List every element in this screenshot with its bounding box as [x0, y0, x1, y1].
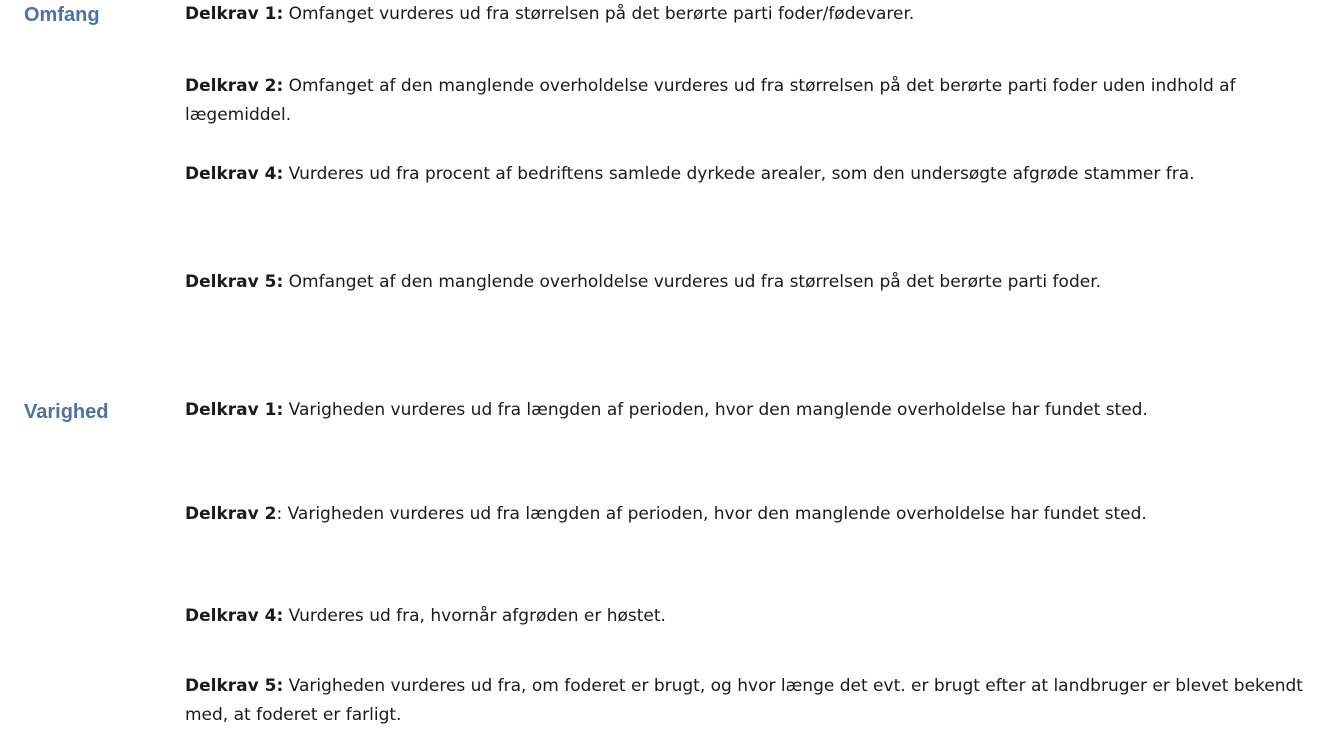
- delkrav-text: : Varigheden vurderes ud fra længden af perioden, hvor den manglende overholdelse har fundet sted.: [276, 504, 1147, 524]
- omfang-delkrav-4: [185, 160, 1305, 189]
- delkrav-label: Delkrav 1:: [185, 400, 284, 420]
- delkrav-text: Vurderes ud fra, hvornår afgrøden er høstet.: [283, 606, 666, 626]
- delkrav-label: Delkrav 2:: [185, 76, 284, 96]
- delkrav-text: Omfanget vurderes ud fra størrelsen på det berørte parti foder/fødevarer.: [283, 4, 915, 24]
- delkrav-label: Delkrav 5:: [185, 272, 284, 292]
- delkrav-label: Delkrav 4:: [185, 606, 284, 626]
- omfang-delkrav-2: [185, 72, 1305, 130]
- delkrav-text: Omfanget af den manglende overholdelse vurderes ud fra størrelsen på det berørte parti foder.: [283, 272, 1102, 292]
- delkrav-text: Varigheden vurderes ud fra længden af perioden, hvor den manglende overholdelse har fundet sted.: [283, 400, 1148, 420]
- delkrav-text: Varigheden vurderes ud fra, om foderet er brugt, og hvor længe det evt. er brugt efter at landbruger er blevet bekendt med, at foderet er farligt.: [185, 676, 1303, 725]
- varighed-delkrav-5: [185, 672, 1305, 730]
- omfang-delkrav-5: [185, 268, 1305, 297]
- delkrav-label: Delkrav 5:: [185, 676, 284, 696]
- delkrav-text: Vurderes ud fra procent af bedriftens samlede dyrkede arealer, som den undersøgte afgrøde stammer fra.: [283, 164, 1195, 184]
- section-heading-omfang: Omfang: [24, 4, 100, 26]
- delkrav-label: Delkrav 4:: [185, 164, 284, 184]
- varighed-delkrav-2: [185, 500, 1305, 529]
- delkrav-label: Delkrav 1:: [185, 4, 284, 24]
- section-heading-varighed: Varighed: [24, 401, 109, 423]
- varighed-delkrav-1: [185, 396, 1305, 425]
- delkrav-label: Delkrav 2: [185, 504, 277, 524]
- varighed-delkrav-4: [185, 602, 1305, 631]
- delkrav-text: Omfanget af den manglende overholdelse vurderes ud fra størrelsen på det berørte parti foder uden indhold af lægemiddel.: [185, 76, 1236, 125]
- omfang-delkrav-1: [185, 0, 1305, 29]
